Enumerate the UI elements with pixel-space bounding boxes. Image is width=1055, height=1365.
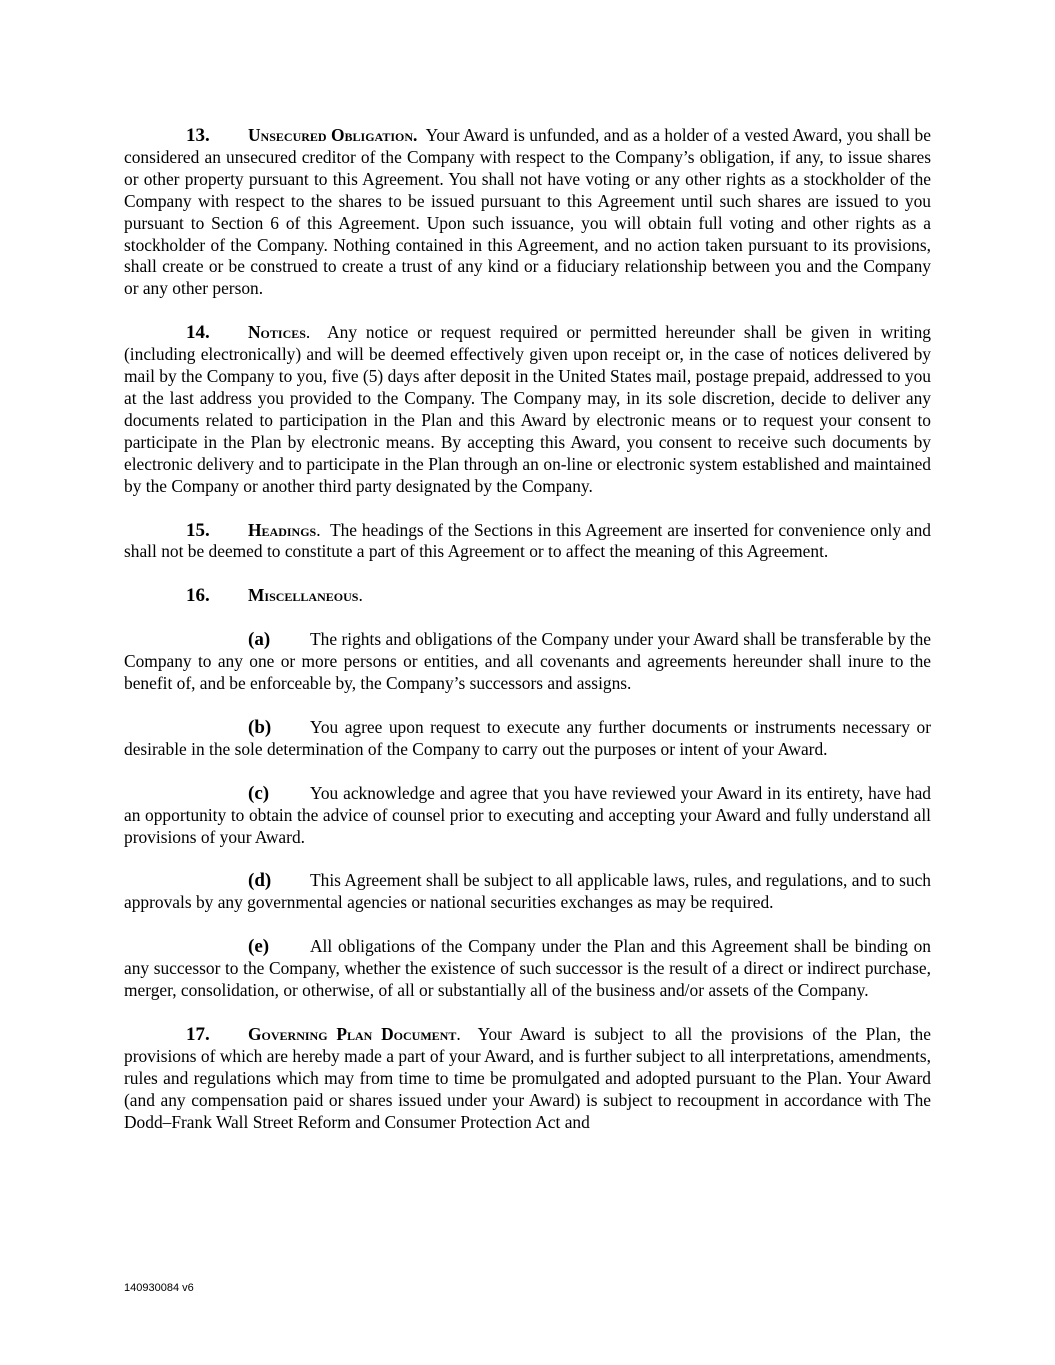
section-15 bbox=[124, 520, 931, 564]
subsection-c bbox=[124, 783, 931, 849]
section-heading: Headings bbox=[248, 519, 317, 540]
subsection-label: (b) bbox=[248, 716, 272, 738]
section-heading: Governing Plan Document bbox=[248, 1024, 457, 1044]
section-number: 17. bbox=[186, 1024, 210, 1045]
subsection-text: You agree upon request to execute any further documents or instruments necessary or desirable in the sole determination of the Company to carry out the purposes or intent of your Award. bbox=[124, 716, 931, 759]
section-16 bbox=[124, 585, 931, 607]
section-heading: Miscellaneous bbox=[248, 585, 359, 606]
section-number: 15. bbox=[186, 519, 210, 541]
section-heading: Notices bbox=[248, 322, 306, 343]
subsection-e bbox=[124, 936, 931, 1002]
section-14 bbox=[124, 322, 931, 497]
section-body: The headings of the Sections in this Agreement are inserted for convenience only and shall not be deemed to constitute a part of this Agreement or to affect the meaning of this Agreement. bbox=[124, 519, 931, 562]
section-heading-punct: . bbox=[358, 585, 363, 606]
subsection-label: (c) bbox=[248, 782, 270, 804]
section-17 bbox=[124, 1024, 931, 1134]
subsection-label: (a) bbox=[248, 629, 271, 651]
section-heading-punct: . bbox=[456, 1024, 461, 1044]
subsection-text: All obligations of the Company under the Plan and this Agreement shall be binding on any successor to the Company, whether the existence of such successor is the result of a direct or indirect purchase, merger, consolidation, or otherwise, of all or substantially all of the business and/or assets of the Company. bbox=[124, 936, 931, 1001]
section-heading-punct: . bbox=[316, 519, 321, 540]
subsection-label: (d) bbox=[248, 870, 272, 892]
section-heading: Unsecured Obligation bbox=[248, 125, 413, 145]
section-13 bbox=[124, 125, 931, 300]
section-body: Your Award is unfunded, and as a holder of a vested Award, you shall be considered an unsecured creditor of the Company with respect to the Company’s obligation, if any, to issue shares or other property pursuant to this Agreement. You shall not have voting or any other rights as a stockholder of the Company with respect to the shares to be issued pursuant to this Agreement until such shares are issued to you pursuant to Section 6 of this Agreement. Upon such issuance, you will obtain full voting and other rights as a stockholder of the Company. Nothing contained in this Agreement, and no action taken pursuant to its provisions, shall create or be construed to create a trust of any kind or a fiduciary relationship between you and the Company or any other person. bbox=[124, 125, 931, 299]
footer-doc-id: 140930084 v6 bbox=[124, 1282, 194, 1294]
subsection-b bbox=[124, 717, 931, 761]
subsection-text: The rights and obligations of the Company under your Award shall be transferable by the Company to any one or more persons or entities, and all covenants and agreements hereunder shall inure to the benefit of, and be enforceable by, the Company’s successors and assigns. bbox=[124, 629, 931, 694]
section-number: 13. bbox=[186, 125, 210, 146]
section-body: Any notice or request required or permitted hereunder shall be given in writing (including electronically) and will be deemed effectively given upon receipt or, in the case of notices delivered by mail by the Company to you, five (5) days after deposit in the United States mail, postage prepaid, addressed to you at the last address you provided to the Company. The Company may, in its sole discretion, decide to deliver any documents related to participation in the Plan and this Award by electronic means or to request your consent to participate in the Plan by electronic means. By accepting this Award, you consent to receive such documents by electronic delivery and to participate in the Plan through an on-line or electronic system established and maintained by the Company or another third party designated by the Company. bbox=[124, 322, 931, 496]
subsection-text: You acknowledge and agree that you have reviewed your Award in its entirety, have had an opportunity to obtain the advice of counsel prior to executing and accepting your Award and fully understand all provisions of your Award. bbox=[124, 782, 931, 847]
section-number: 14. bbox=[186, 322, 210, 344]
section-heading-punct: . bbox=[413, 125, 418, 145]
subsection-label: (e) bbox=[248, 936, 270, 958]
document-body bbox=[124, 125, 931, 1156]
section-number: 16. bbox=[186, 585, 210, 607]
section-body: Your Award is subject to all the provisions of the Plan, the provisions of which are hereby made a part of your Award, and is further subject to all interpretations, amendments, rules and regulations which may from time to time be promulgated and adopted pursuant to the Plan. Your Award (and any compensation paid or shares issued under your Award) is subject to recoupment in accordance with The Dodd–Frank Wall Street Reform and Consumer Protection Act and bbox=[124, 1024, 931, 1132]
subsection-text: This Agreement shall be subject to all applicable laws, rules, and regulations, and to such approvals by any governmental agencies or national securities exchanges as may be required. bbox=[124, 870, 931, 913]
subsection-a bbox=[124, 629, 931, 695]
subsection-d bbox=[124, 870, 931, 914]
section-heading-punct: . bbox=[305, 322, 311, 343]
